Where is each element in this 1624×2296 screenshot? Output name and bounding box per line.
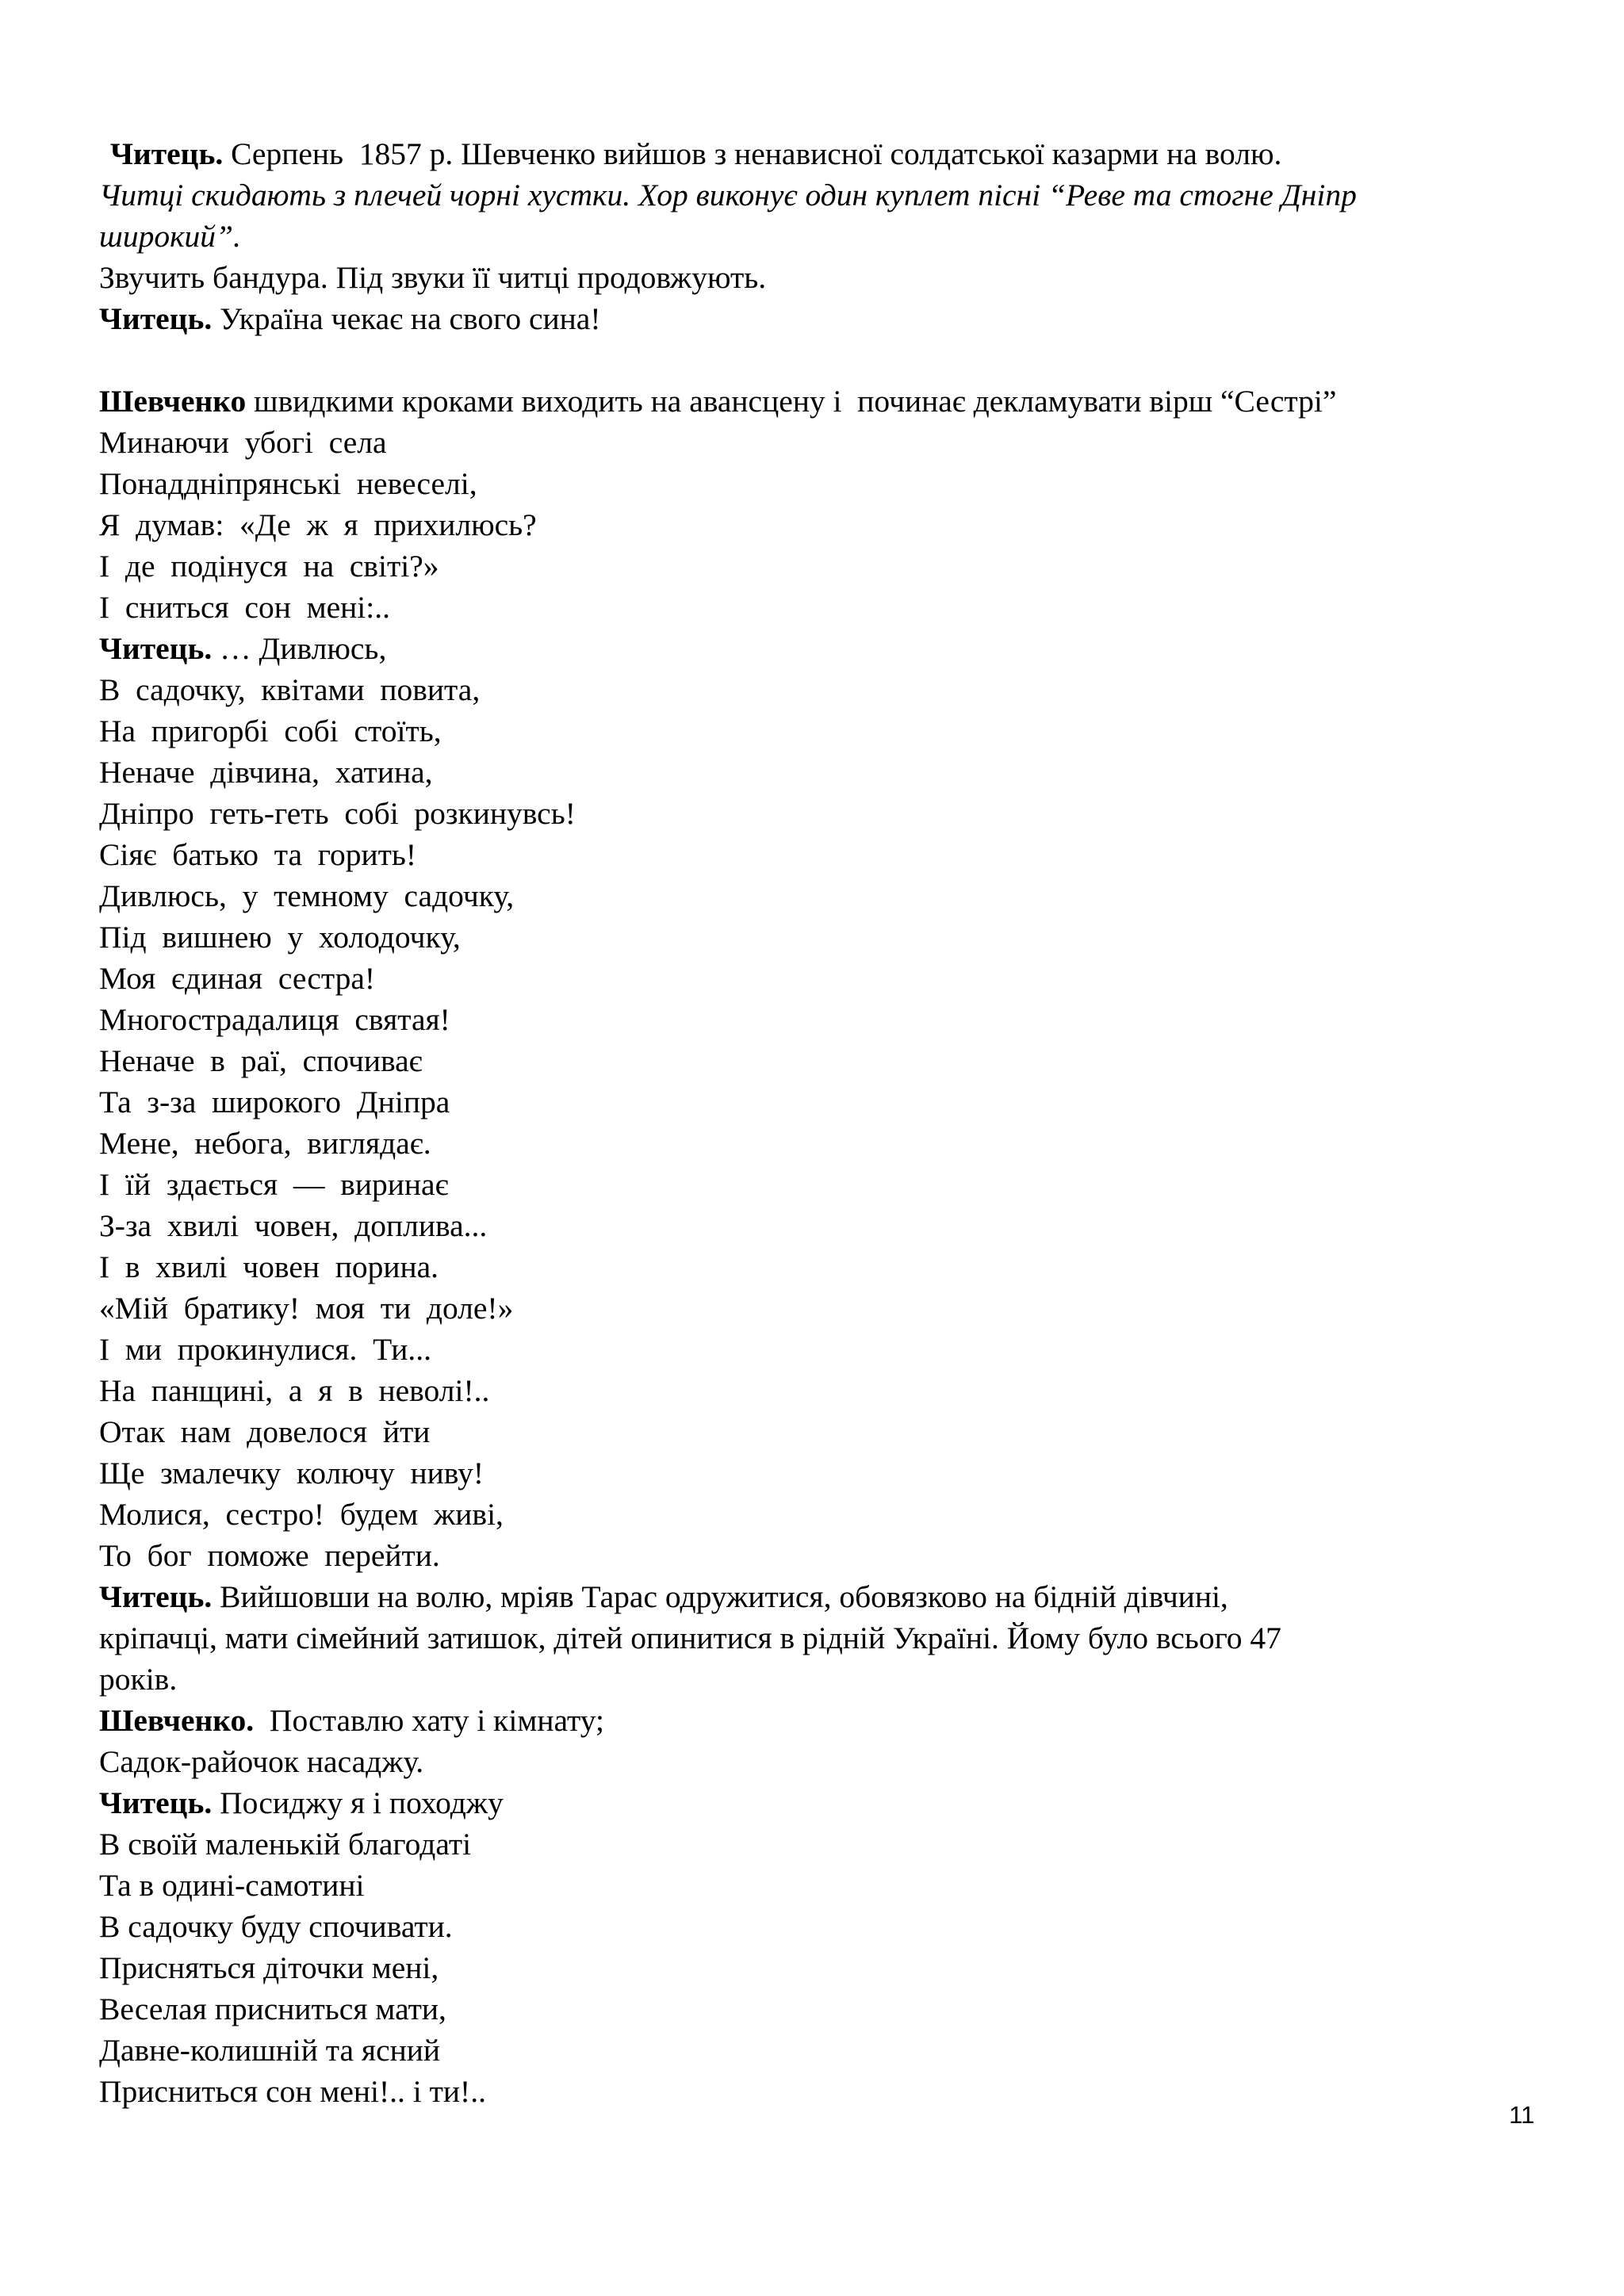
verse-line (99, 1081, 1529, 1123)
line-text: Мене, небога, виглядає. (99, 1126, 431, 1161)
verse-line (99, 2030, 1529, 2071)
line-text: Многострадалиця святая! (99, 1002, 450, 1037)
verse-line (99, 1123, 1529, 1164)
line-text: Україна чекає на свого сина! (212, 301, 601, 336)
line-text: І ми прокинулися. Ти... (99, 1332, 431, 1367)
line-text: Садок-райочок насаджу. (99, 1744, 424, 1779)
verse-line (99, 1205, 1529, 1246)
text-line (99, 1700, 1529, 1741)
line-text: На панщині, а я в неволі!.. (99, 1373, 490, 1408)
verse-line (99, 1246, 1529, 1288)
verse-line (99, 2071, 1529, 2112)
line-text: І сниться сон мені:.. (99, 590, 390, 625)
verse-line (99, 710, 1529, 752)
line-text: Сіяє батько та горить! (99, 837, 417, 872)
speaker-label: Читець. (99, 1579, 213, 1614)
speaker-label: Шевченко (99, 384, 247, 419)
line-text: Ще змалечку колючу ниву! (99, 1456, 485, 1490)
line-text: На пригорбі собі стоїть, (99, 714, 442, 748)
line-text: років. (99, 1662, 178, 1697)
line-text: кріпачці, мати сімейний затишок, дітей опинитися в рідній Україні. Йому було всього 47 (99, 1621, 1281, 1655)
line-text: Неначе в раї, спочиває (99, 1043, 423, 1078)
line-text: В садочку, квітами повита, (99, 672, 481, 707)
line-text: Посиджу я і походжу (212, 1785, 504, 1820)
line-text: Понаддніпрянські невеселі, (99, 466, 477, 501)
line-text: Звучить бандура. Під звуки її читці продовжують. (99, 260, 767, 295)
speaker-label: Шевченко. (99, 1703, 255, 1738)
text-line (99, 298, 1529, 339)
speaker-label: Читець. (99, 631, 213, 666)
verse-line (99, 999, 1529, 1040)
verse-line (99, 1947, 1529, 1988)
line-text: «Мій братику! моя ти доле!» (99, 1291, 514, 1326)
line-text: Отак нам довелося йти (99, 1414, 431, 1449)
verse-line (99, 463, 1529, 504)
line-text: Та в одині-самотині (99, 1868, 365, 1903)
verse-line (99, 793, 1529, 834)
line-text: Присниться сон мені!.. і ти!.. (99, 2074, 486, 2109)
line-text: Присняться діточки мені, (99, 1950, 439, 1985)
text-line (99, 381, 1529, 422)
text-line (99, 257, 1529, 298)
line-text: І в хвилі човен порина. (99, 1249, 439, 1284)
verse-line (99, 1164, 1529, 1205)
text-line (99, 1782, 1529, 1823)
line-text: Під вишнею у холодочку, (99, 920, 461, 955)
verse-line (99, 504, 1529, 545)
verse-line (99, 1906, 1529, 1947)
line-text: Поставлю хату і кімнату; (254, 1703, 604, 1738)
line-text: Я думав: «Де ж я прихилюсь? (99, 507, 537, 542)
line-text: І де подінуся на світі?» (99, 549, 439, 584)
speaker-label: Читець. (110, 136, 224, 171)
text-line (99, 1659, 1529, 1700)
verse-line (99, 1329, 1529, 1370)
line-text: З-за хвилі човен, доплива... (99, 1208, 488, 1243)
verse-line (99, 422, 1529, 463)
verse-line (99, 1741, 1529, 1782)
line-text: Веселая присниться мати, (99, 1992, 446, 2026)
line-text: швидкими кроками виходить на авансцену і починає декламувати вірш “Сестрі” (246, 384, 1337, 419)
verse-line (99, 1865, 1529, 1906)
stage-direction (99, 216, 1529, 257)
verse-line (99, 545, 1529, 587)
verse-line (99, 1988, 1529, 2030)
line-text: Неначе дівчина, хатина, (99, 755, 433, 790)
blank-line (99, 339, 1529, 381)
line-text: То бог поможе перейти. (99, 1538, 440, 1573)
line-text: Молися, сестро! будем живі, (99, 1497, 504, 1532)
line-text: Дивлюсь, у темному садочку, (99, 878, 515, 913)
page-number: 11 (1509, 2101, 1535, 2129)
verse-line (99, 1040, 1529, 1081)
speaker-label: Читець. (99, 301, 213, 336)
text-line (99, 1576, 1529, 1617)
text-line (99, 628, 1529, 669)
verse-line (99, 1370, 1529, 1411)
line-text: широкий”. (99, 219, 241, 254)
verse-line (99, 1452, 1529, 1494)
verse-line (99, 752, 1529, 793)
line-text: Вийшовши на волю, мріяв Тарас одружитися, обовязково на бідній дівчині, (212, 1579, 1228, 1614)
verse-line (99, 1535, 1529, 1576)
verse-line (99, 587, 1529, 628)
verse-line (99, 916, 1529, 958)
line-text: В своїй маленькій благодаті (99, 1827, 472, 1862)
speaker-label: Читець. (99, 1785, 213, 1820)
verse-line (99, 1288, 1529, 1329)
line-text: В садочку буду спочивати. (99, 1909, 453, 1944)
verse-line (99, 958, 1529, 999)
text-line (99, 133, 1529, 174)
verse-line (99, 1823, 1529, 1865)
text-line (99, 1617, 1529, 1659)
line-text: Давне-колишній та ясний (99, 2033, 441, 2068)
line-text: Моя єдиная сестра! (99, 961, 376, 996)
verse-line (99, 834, 1529, 875)
line-text: Читці скидають з плечей чорні хустки. Хор виконує один куплет пісні “Реве та стогне Дніпр (99, 178, 1357, 212)
stage-direction (99, 174, 1529, 216)
line-text: Серпень 1857 р. Шевченко вийшов з ненависної солдатської казарми на волю. (223, 136, 1282, 171)
verse-line (99, 669, 1529, 710)
verse-line (99, 1411, 1529, 1452)
verse-line (99, 1494, 1529, 1535)
verse-line (99, 875, 1529, 916)
line-text: Дніпро геть-геть собі розкинувсь! (99, 796, 576, 831)
line-text: … Дивлюсь, (212, 631, 387, 666)
line-text: І їй здається — виринає (99, 1167, 449, 1202)
line-text: Та з-за широкого Дніпра (99, 1085, 450, 1119)
line-text: Минаючи убогі села (99, 425, 387, 460)
